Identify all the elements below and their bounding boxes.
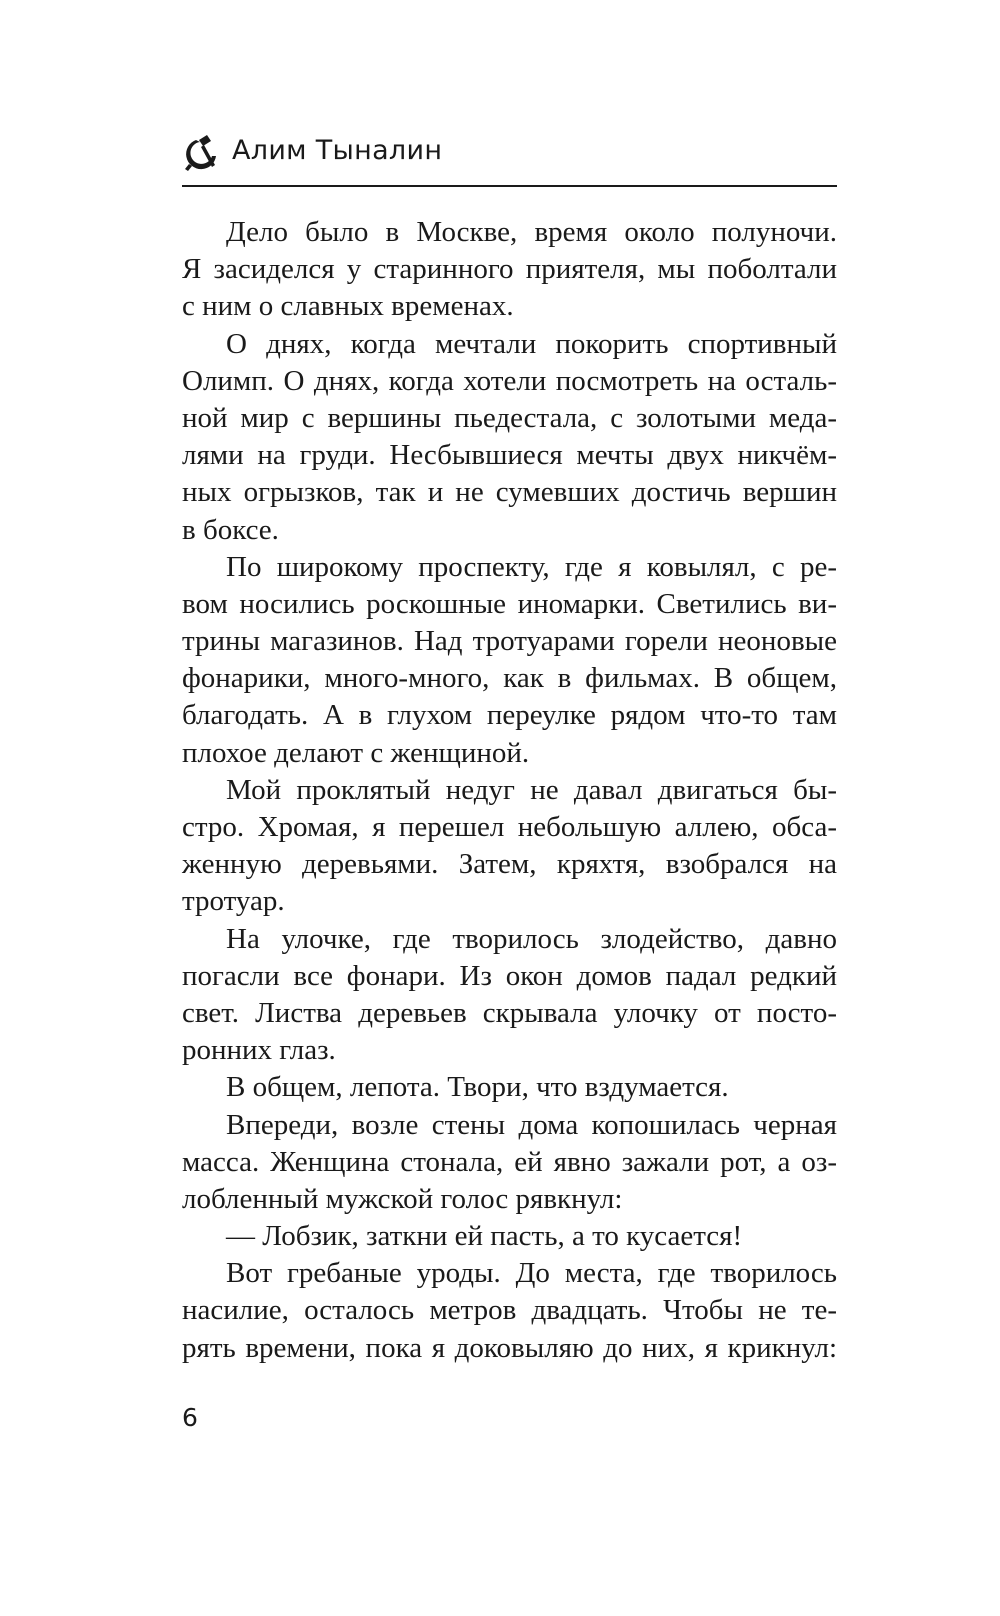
text-line: благодать. А в глухом переулке рядом что-то там — [182, 699, 837, 732]
text-line: плохое делают с женщиной. — [182, 736, 530, 769]
text-line: рять времени, пока я доковыляю до них, я крикнул: — [182, 1331, 837, 1364]
text-line: Дело было в Москве, время около полуночи. — [226, 216, 837, 248]
text-line: Олимп. О днях, когда хотели посмотреть на осталь- — [182, 364, 837, 397]
text-line: в боксе. — [182, 513, 279, 546]
page-number: 6 — [182, 1403, 198, 1432]
text-line: Вот гребаные уроды. До места, где творилось — [226, 1257, 837, 1290]
text-line: лобленный мужской голос рявкнул: — [182, 1182, 623, 1215]
text-line: насилие, осталось метров двадцать. Чтобы не те- — [182, 1294, 837, 1327]
text-line: ронних глаз. — [182, 1034, 336, 1067]
text-line: Впереди, возле стены дома копошилась черная — [226, 1108, 837, 1141]
running-header — [182, 128, 837, 188]
text-line: стро. Хромая, я перешел небольшую аллею, обса- — [182, 811, 837, 843]
text-line: По широкому проспекту, где я ковылял, с ре- — [226, 550, 837, 583]
text-line: свет. Листва деревьев скрывала улочку от посто- — [182, 996, 837, 1029]
text-line: Мой проклятый недуг не давал двигаться бы- — [226, 773, 837, 806]
hammer-sickle-icon — [182, 132, 222, 172]
text-line: О днях, когда мечтали покорить спортивный — [226, 327, 837, 360]
text-line: На улочке, где творилось злодейство, давно — [226, 922, 837, 955]
text-line: фонарики, много-много, как в фильмах. В общем, — [182, 662, 837, 695]
text-line: масса. Женщина стонала, ей явно зажали рот, а оз- — [182, 1145, 837, 1178]
header-divider — [182, 185, 837, 187]
text-line: лями на груди. Несбывшиеся мечты двух никчём- — [182, 439, 837, 472]
text-line: с ним о славных временах. — [182, 290, 514, 323]
body-text — [182, 214, 837, 1367]
text-line: погасли все фонари. Из окон домов падал редкий — [182, 959, 837, 992]
text-line: В общем, лепота. Твори, что вздумается. — [226, 1071, 729, 1104]
text-line: ных огрызков, так и не сумевших достичь вершин — [182, 476, 837, 509]
text-line: женную деревьями. Затем, кряхтя, взобрался на — [182, 848, 837, 881]
author-name: Алим Тыналин — [232, 135, 443, 166]
text-line: Я засиделся у старинного приятеля, мы поболтали — [182, 253, 837, 286]
text-line: трины магазинов. Над тротуарами горели неоновые — [182, 625, 837, 658]
text-line: — Лобзик, заткни ей пасть, а то кусается! — [226, 1220, 743, 1253]
text-line: ной мир с вершины пьедестала, с золотыми меда- — [182, 401, 837, 434]
text-line: вом носились роскошные иномарки. Светились ви- — [182, 587, 837, 620]
text-line: тротуар. — [182, 885, 285, 918]
